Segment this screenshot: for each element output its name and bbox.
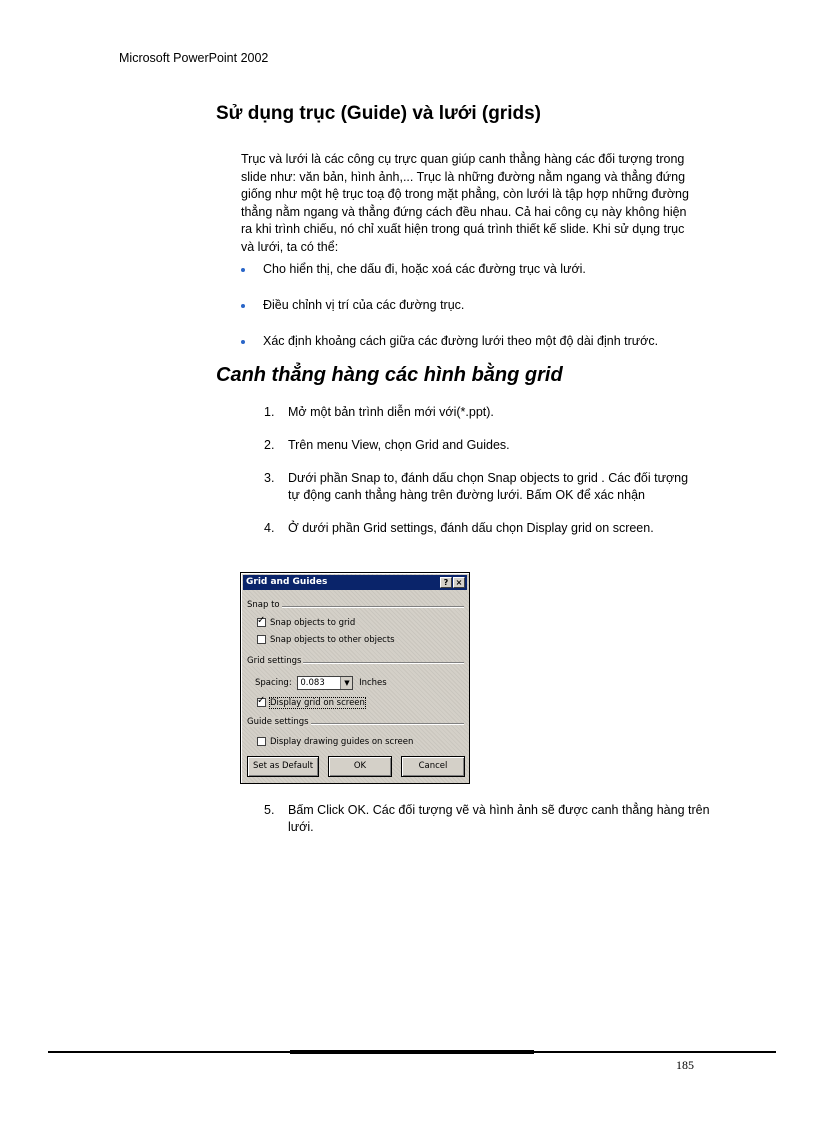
step-text: Mở một bản trình diễn mới với(*.ppt).: [288, 405, 494, 419]
feature-bullet-list: [241, 262, 658, 370]
step-number: 5.: [264, 803, 275, 817]
divider: [297, 662, 464, 664]
footer-rule-accent: [290, 1050, 534, 1054]
step-number: 4.: [264, 521, 275, 535]
close-icon[interactable]: ×: [453, 577, 465, 588]
snap-to-objects-checkbox[interactable]: Snap objects to other objects: [257, 634, 395, 646]
bullet-icon: [241, 268, 245, 272]
list-item: Điều chỉnh vị trí của các đường trục.: [241, 298, 658, 334]
grid-settings-label: Grid settings: [247, 656, 302, 666]
divider: [281, 606, 464, 608]
list-item: [264, 404, 694, 421]
step-text: Dưới phần Snap to, đánh dấu chọn Snap objects to grid . Các đối tượng tự động canh thẳng hàng trên đường lưới. Bấm OK để xác nhận: [288, 471, 689, 502]
step-text: Bấm Click OK. Các đối tượng vẽ và hình ảnh sẽ được canh thẳng hàng trên lưới.: [288, 803, 710, 834]
page-number: 185: [676, 1058, 694, 1072]
section-title-guides-grids: Sử dụng trục (Guide) và lưới (grids): [216, 103, 541, 124]
intro-paragraph: Trục và lưới là các công cụ trực quan giúp canh thẳng hàng các đối tượng trong slide như: văn bản, hình ảnh,... Trục là những đường nằm ngang và thẳng đứng giống như một hệ trục toạ độ trong mặt phẳng, còn lưới là tập hợp những đường thẳng nằm ngang và thẳng đứng cách đều nhau. Cả hai công cụ này không hiện ra khi trình chiếu, nó chỉ xuất hiện trong quá trình thiết kế slide. Khi sử dụng trục và lưới, ta có thể:: [241, 152, 689, 254]
ok-button[interactable]: OK: [328, 756, 392, 777]
dialog-titlebar: [243, 575, 467, 590]
list-item: [264, 520, 694, 537]
check-mark-icon: ✓: [257, 615, 266, 626]
running-header: Microsoft PowerPoint 2002: [119, 51, 269, 65]
snap-to-label: Snap to: [247, 600, 280, 610]
display-guides-checkbox[interactable]: Display drawing guides on screen: [257, 736, 413, 748]
spacing-unit: Inches: [359, 678, 387, 688]
checkbox-icon[interactable]: [257, 635, 266, 644]
display-grid-checkbox[interactable]: ✓ Display grid on screen: [257, 695, 365, 708]
bullet-icon: [241, 304, 245, 308]
list-item: Cho hiển thị, che dấu đi, hoặc xoá các đường trục và lưới.: [241, 262, 658, 298]
checkbox-icon[interactable]: [257, 695, 266, 707]
spacing-row: [255, 675, 387, 691]
step-text: Trên menu View, chọn Grid and Guides.: [288, 438, 510, 452]
divider: [303, 723, 464, 725]
checkbox-icon[interactable]: [257, 737, 266, 746]
step-number: 1.: [264, 405, 275, 419]
spacing-input[interactable]: 0.083 ▼: [297, 676, 353, 690]
set-as-default-button[interactable]: Set as Default: [247, 756, 319, 777]
help-icon[interactable]: ?: [440, 577, 452, 588]
dropdown-arrow-icon[interactable]: ▼: [340, 677, 352, 689]
bullet-icon: [241, 340, 245, 344]
step-number: 2.: [264, 438, 275, 452]
list-item: [264, 437, 694, 454]
cancel-button[interactable]: Cancel: [401, 756, 465, 777]
list-item: [264, 802, 718, 836]
snap-to-grid-checkbox[interactable]: ✓ Snap objects to grid: [257, 615, 356, 628]
guide-settings-label: Guide settings: [247, 717, 309, 727]
step-text: Ở dưới phần Grid settings, đánh dấu chọn Display grid on screen.: [288, 521, 654, 535]
list-item: Xác định khoảng cách giữa các đường lưới theo một độ dài định trước.: [241, 334, 658, 370]
checkbox-icon[interactable]: [257, 615, 266, 627]
spacing-label: Spacing:: [255, 678, 292, 688]
list-item: [264, 470, 694, 504]
dialog-title: Grid and Guides: [246, 577, 328, 587]
section-title-align-grid: Canh thẳng hàng các hình bằng grid: [216, 364, 563, 386]
step-number: 3.: [264, 471, 275, 485]
check-mark-icon: ✓: [257, 695, 266, 706]
grid-and-guides-dialog: [240, 572, 470, 784]
